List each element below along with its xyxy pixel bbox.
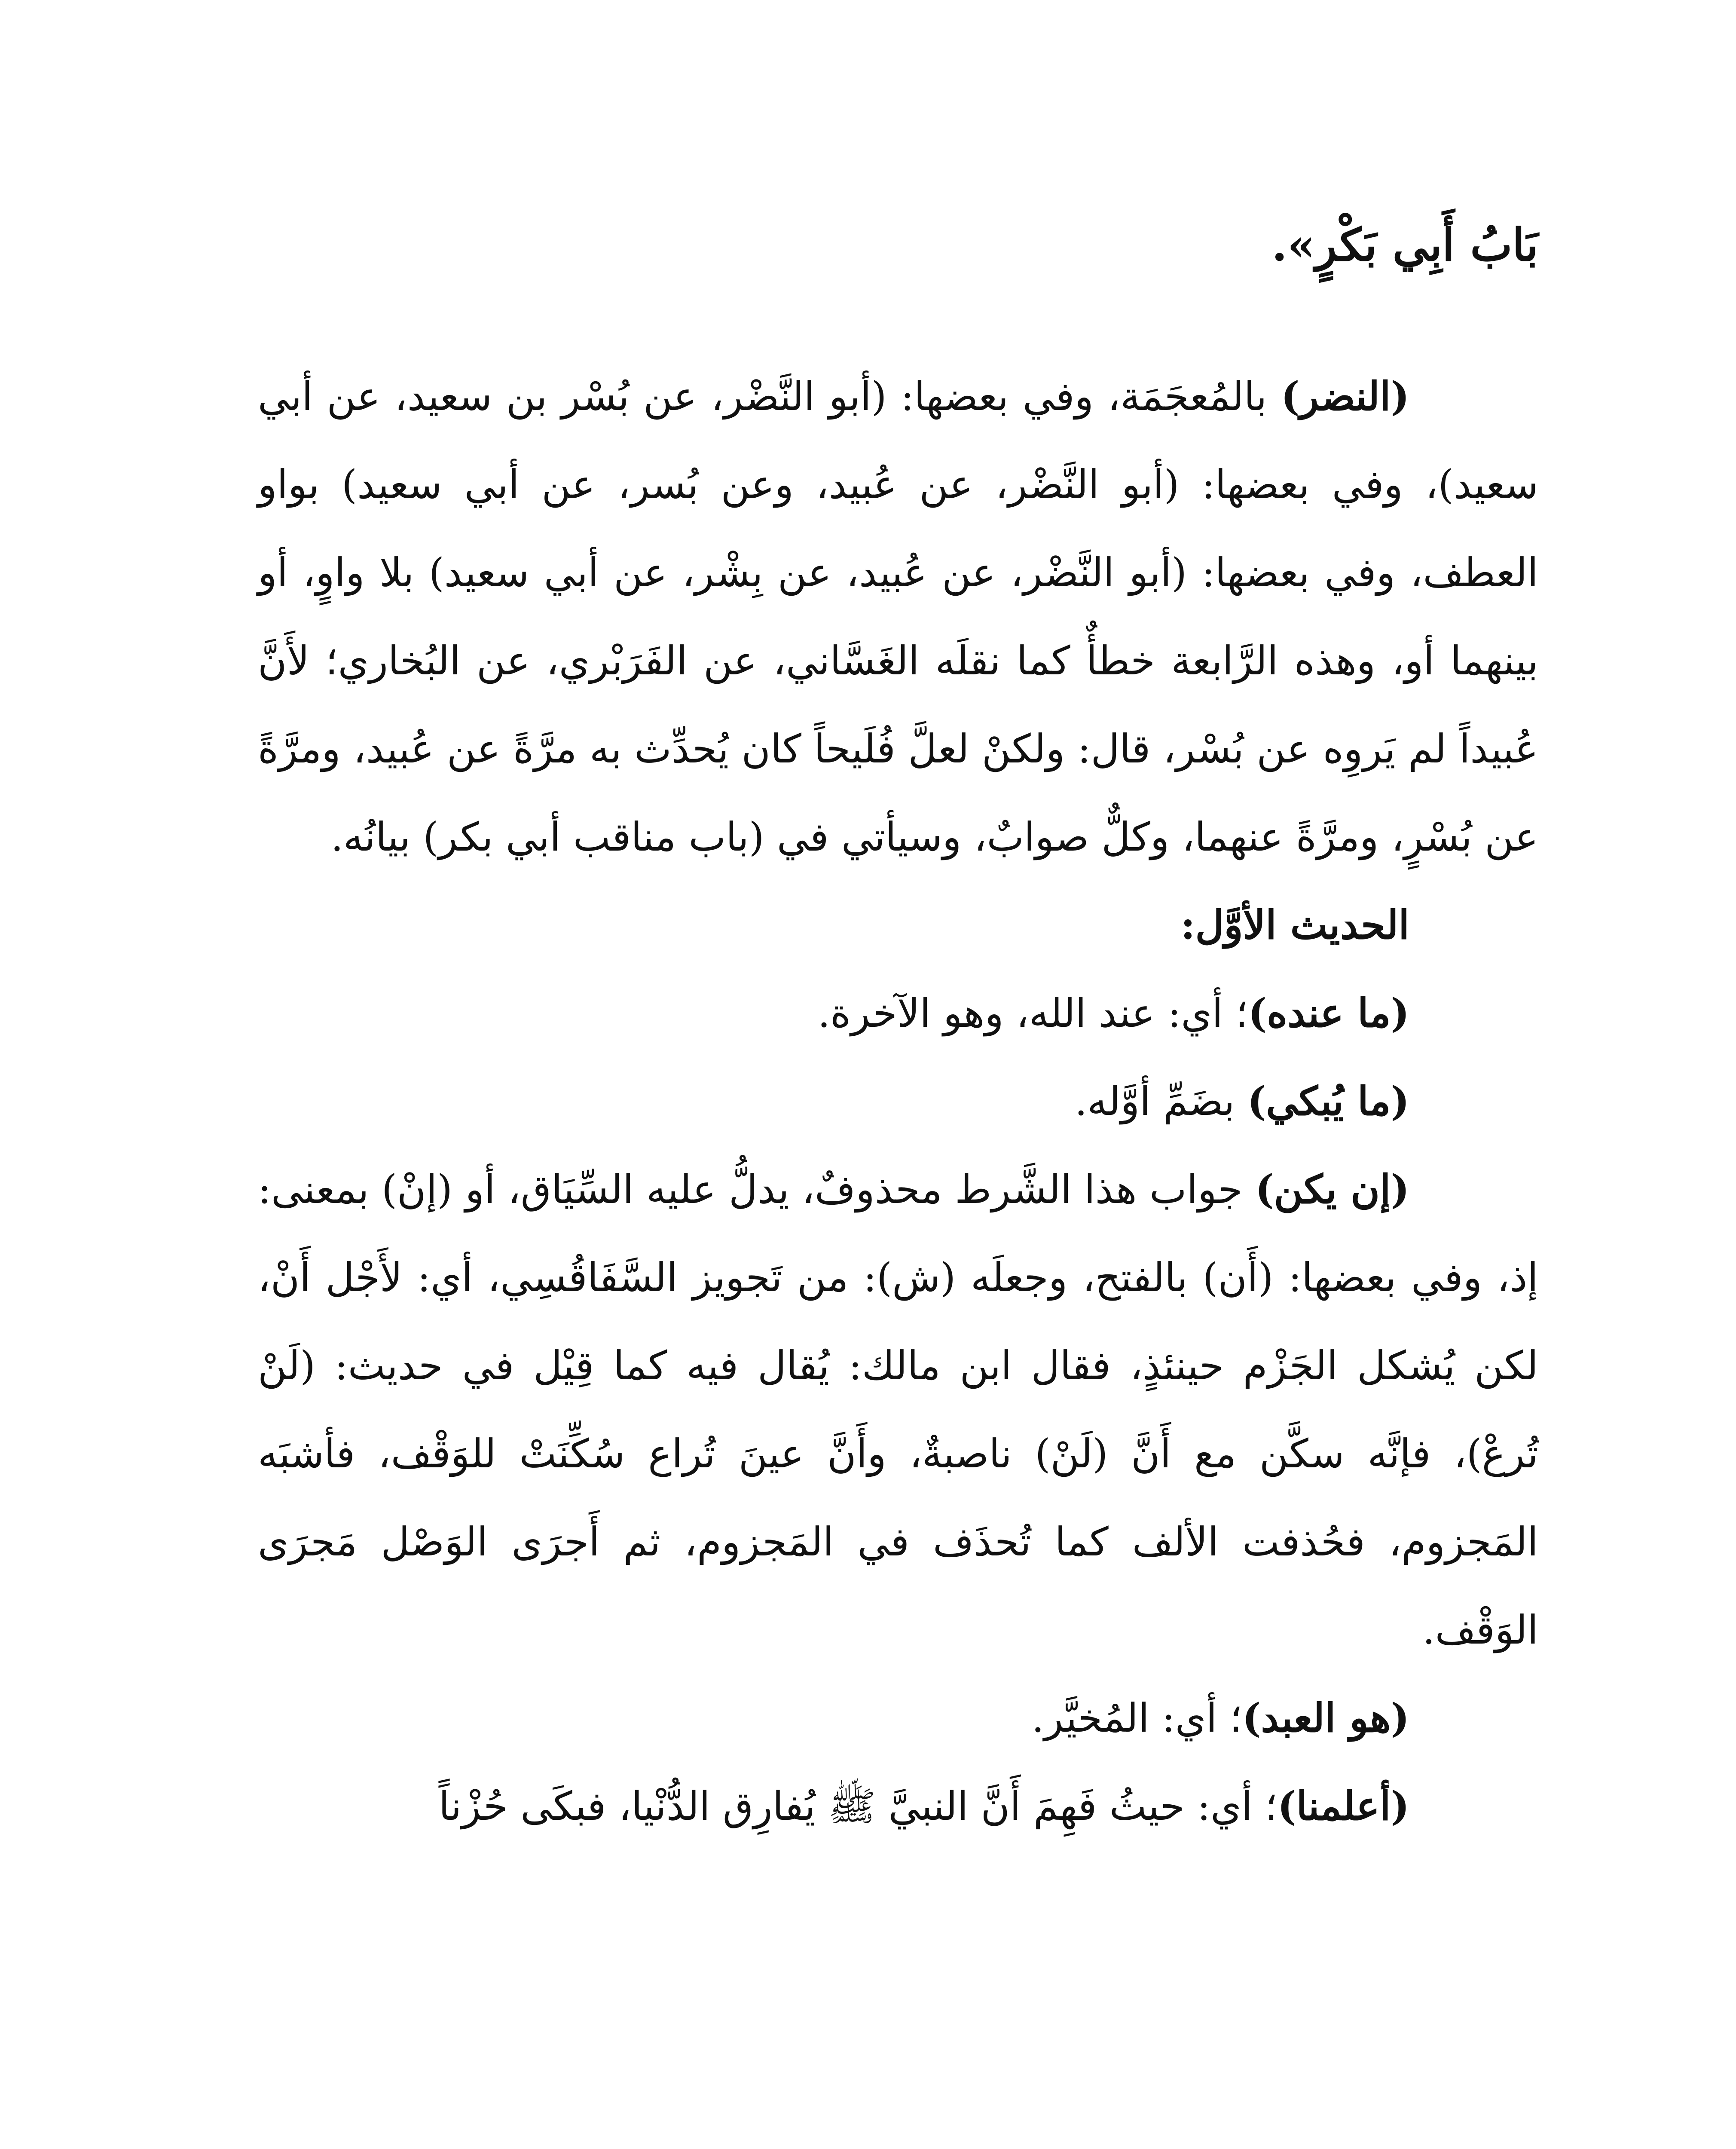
entry-text: جواب هذا الشَّرط محذوفٌ، يدلُّ عليه السِّيَاق، أو (إنْ) بمعنى: إذ، وفي بعضها: (أَن) بالفتح، وجعلَه (ش): من تَجويز السَّفَاقُسِي، أي: لأَجْل أَنْ، لكن يُشكل الجَزْم حينئذٍ، فقال ابن مالك: يُقال فيه كما قِيْل في حديث: (لَنْ تُرعْ)، فإنَّه سكَّن مع أَنَّ (لَنْ) ناصبةٌ، وأَنَّ عينَ تُراع سُكِّنَتْ للوَقْف، فأشبَه المَجزوم، فحُذفت الألف كما تُحذَف في المَجزوم، ثم أَجرَى الوَصْل مَجرَى الوَقْف.: [258, 1166, 1538, 1653]
entry-text: بضَمِّ أوَّله.: [1075, 1078, 1247, 1124]
section-title: بَابُ أَبِي بَكْرٍ».: [1271, 218, 1538, 271]
entry-lead: (ما يُبكي): [1247, 1078, 1409, 1124]
entry: [258, 1057, 1538, 1145]
hadith-heading: الحديث الأوَّل:: [1180, 902, 1409, 948]
entry-text: ؛ أي: المُخيَّر.: [1031, 1695, 1242, 1741]
entry: [258, 1674, 1538, 1762]
entry-lead: (ما عنده): [1248, 990, 1409, 1036]
body-text: [258, 352, 1538, 1850]
entry-text: ؛ أي: عند الله، وهو الآخرة.: [817, 990, 1248, 1036]
paragraph: [258, 352, 1538, 881]
entry-lead: (أعلمنا): [1278, 1783, 1409, 1829]
entry-lead: (هو العبد): [1242, 1695, 1409, 1741]
entry: [258, 1762, 1538, 1850]
paragraph-text: بالمُعجَمَة، وفي بعضها: (أبو النَّضْر، عن بُسْر بن سعيد، عن أبي سعيد)، وفي بعضها: (أبو النَّضْر، عن عُبيد، وعن بُسر، عن أبي سعيد) بواو العطف، وفي بعضها: (أبو النَّضْر، عن عُبيد، عن بِشْر، عن أبي سعيد) بلا واوٍ، أو بينهما أو، وهذه الرَّابعة خطأٌ كما نقلَه الغَسَّاني، عن الفَرَبْري، عن البُخاري؛ لأَنَّ عُبيداً لم يَروِه عن بُسْر، قال: ولكنْ لعلَّ فُلَيحاً كان يُحدِّث به مرَّةً عن عُبيد، ومرَّةً عن بُسْرٍ، ومرَّةً عنهما، وكلٌّ صوابٌ، وسيأتي في (باب مناقب أبي بكر) بيانُه.: [258, 373, 1538, 860]
entry-lead: (إن يكن): [1255, 1166, 1410, 1212]
entry-text: ؛ أي: حيثُ فَهِمَ أَنَّ النبيَّ ﷺ يُفارِق الدُّنْيا، فبكَى حُزْناً: [438, 1783, 1278, 1829]
entry: [258, 969, 1538, 1057]
entry: [258, 1145, 1538, 1674]
paragraph-lead: (النضر): [1281, 373, 1409, 419]
